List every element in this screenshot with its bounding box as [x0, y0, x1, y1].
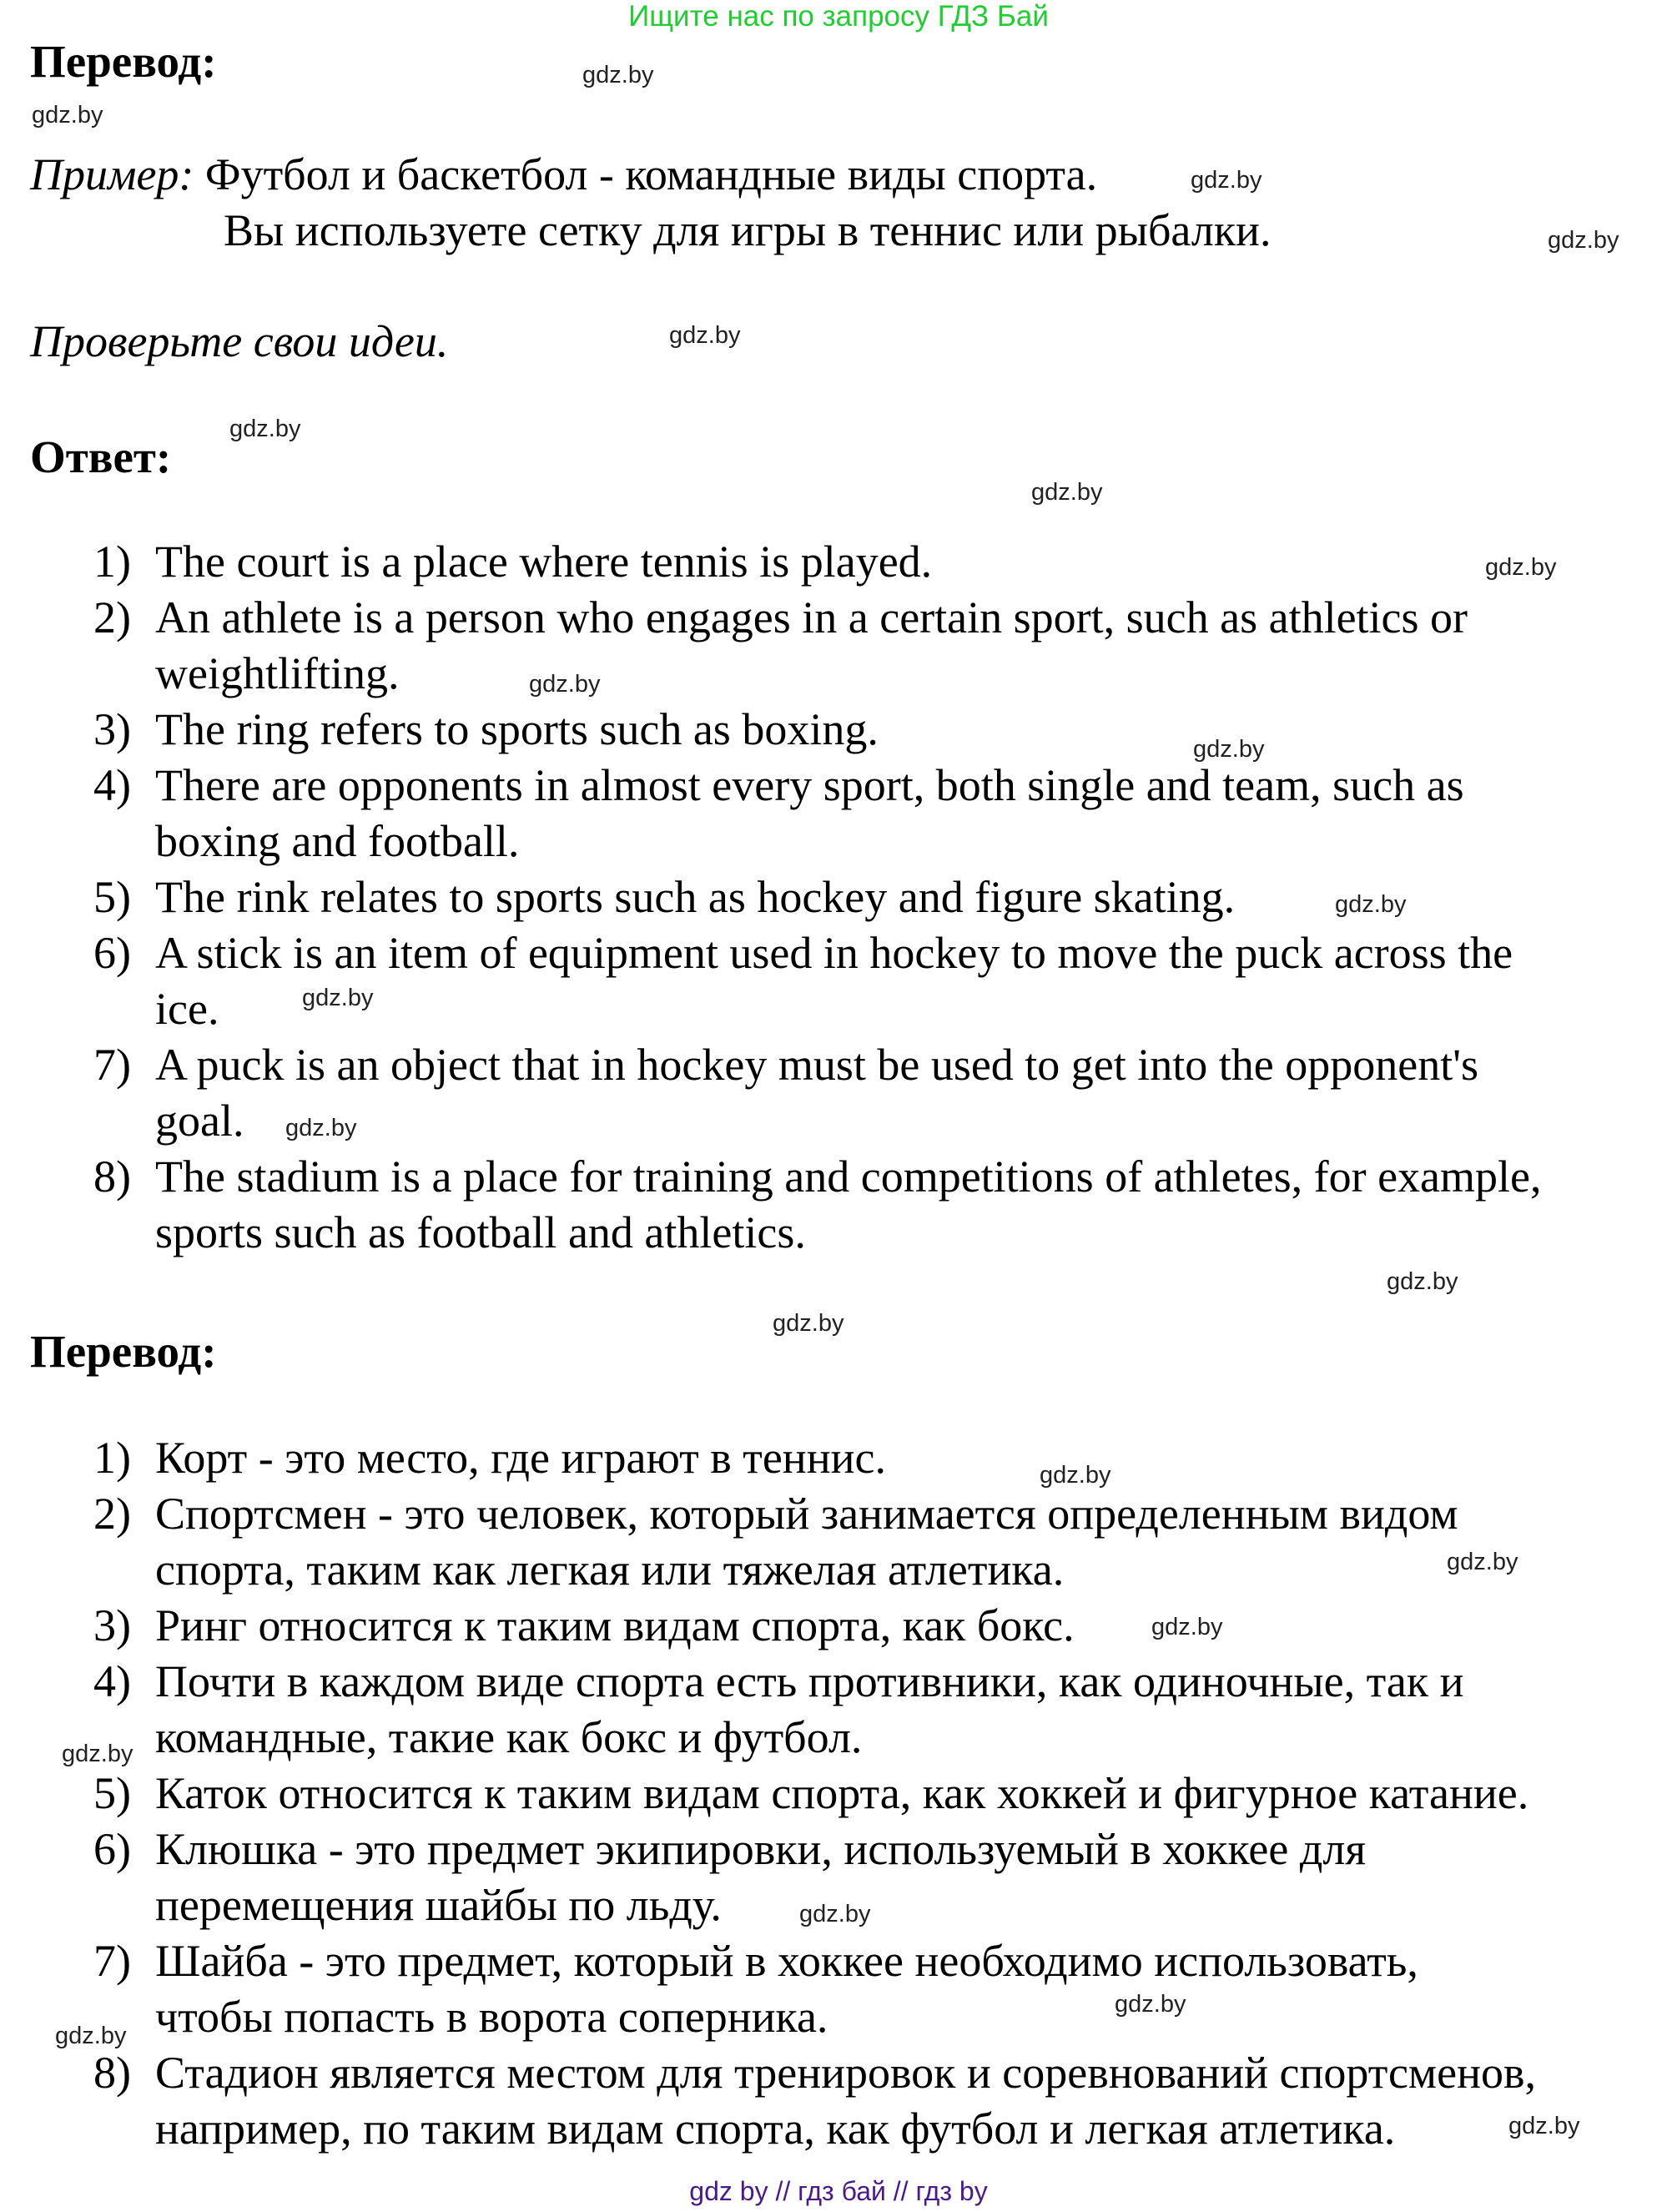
list-item-text: Клюшка - это предмет экипировки, используемый в хоккее для — [155, 1824, 1367, 1874]
list-item-text: boxing and football. — [155, 816, 520, 866]
list-item-line — [93, 1544, 1064, 1595]
list-number: 1) — [93, 537, 131, 587]
watermark: gdz.by — [1387, 1268, 1458, 1295]
list-item-text: Почти в каждом виде спорта есть противники, как одиночные, так и — [155, 1656, 1464, 1706]
list-item-text: Стадион является местом для тренировок и соревнований спортсменов, — [155, 2048, 1536, 2098]
watermark: gdz.by — [229, 416, 301, 442]
list-item-line — [93, 1935, 1418, 1987]
watermark: gdz.by — [773, 1310, 844, 1337]
list-item-text: Ринг относится к таким видам спорта, как бокс. — [155, 1600, 1075, 1650]
list-number: 4) — [93, 760, 131, 810]
example-line-2: Вы используете сетку для игры в теннис или рыбалки. — [224, 205, 1272, 255]
list-number: 4) — [93, 1656, 131, 1706]
footer-links[interactable]: gdz by // гдз бай // гдз by — [689, 2176, 988, 2206]
list-item-line — [93, 1095, 244, 1146]
translation-heading-top: Перевод: — [30, 36, 217, 87]
translation-heading: Перевод: — [30, 1326, 217, 1377]
watermark: gdz.by — [799, 1901, 871, 1927]
watermark: gdz.by — [32, 102, 103, 128]
list-item-text: weightlifting. — [155, 648, 400, 698]
list-item-text: An athlete is a person who engages in a certain sport, such as athletics or — [155, 592, 1468, 642]
list-item-line — [93, 1991, 828, 2043]
list-item-line — [93, 1879, 722, 1931]
list-number: 6) — [93, 928, 131, 978]
answer-heading: Ответ: — [30, 431, 172, 482]
list-item-text: чтобы попасть в ворота соперника. — [155, 1992, 828, 2042]
list-item-text: The rink relates to sports such as hockey and figure skating. — [155, 872, 1236, 922]
watermark: gdz.by — [62, 1741, 133, 1767]
list-item-text: The stadium is a place for training and competitions of athletes, for example, — [155, 1151, 1542, 1202]
list-number: 7) — [93, 1936, 131, 1986]
list-number: 3) — [93, 1600, 131, 1650]
watermark: gdz.by — [1508, 2113, 1580, 2139]
list-item-line — [93, 703, 879, 755]
list-item-text: спорта, таким как легкая или тяжелая атлетика. — [155, 1544, 1065, 1595]
list-item-text: Спортсмен - это человек, который занимается определенным видом — [155, 1489, 1458, 1539]
list-item-line — [93, 592, 1468, 643]
watermark: gdz.by — [1115, 1991, 1186, 2018]
list-number: 3) — [93, 704, 131, 754]
list-item-text: A puck is an object that in hockey must be used to get into the opponent's — [155, 1040, 1478, 1090]
watermark: gdz.by — [1040, 1462, 1111, 1489]
watermark: gdz.by — [1191, 167, 1262, 194]
list-item-line — [93, 871, 1235, 923]
list-item-line — [93, 759, 1464, 811]
watermark: gdz.by — [1151, 1614, 1223, 1640]
list-item-line — [93, 2103, 1395, 2154]
list-item-line — [93, 1432, 886, 1484]
watermark: gdz.by — [1485, 554, 1557, 581]
watermark: gdz.by — [1031, 479, 1103, 506]
example-text-1: Футбол и баскетбол - командные виды спорта. — [204, 149, 1098, 199]
watermark: gdz.by — [1335, 891, 1407, 918]
search-banner[interactable]: Ищите нас по запросу ГДЗ Бай — [628, 0, 1049, 33]
list-item-line — [93, 927, 1513, 979]
list-item-line — [93, 1711, 862, 1763]
list-item-text: goal. — [155, 1096, 244, 1146]
list-item-line — [93, 1488, 1458, 1539]
watermark: gdz.by — [1447, 1549, 1518, 1575]
list-item-text: ice. — [155, 984, 219, 1034]
list-item-line — [93, 1039, 1478, 1091]
list-item-text: sports such as football and athletics. — [155, 1207, 806, 1257]
list-item-text: The ring refers to sports such as boxing. — [155, 704, 879, 754]
list-number: 7) — [93, 1040, 131, 1090]
list-item-line — [93, 1207, 806, 1258]
list-item-line — [93, 815, 519, 867]
list-item-text: The court is a place where tennis is played. — [155, 537, 933, 587]
list-number: 8) — [93, 1151, 131, 1202]
list-item-line — [93, 983, 219, 1035]
watermark: gdz.by — [1548, 227, 1619, 254]
list-number: 5) — [93, 872, 131, 922]
list-item-text: Каток относится к таким видам спорта, как хоккей и фигурное катание. — [155, 1768, 1529, 1818]
example-line-1 — [30, 149, 1097, 200]
list-number: 1) — [93, 1433, 131, 1483]
watermark: gdz.by — [669, 322, 741, 349]
check-ideas: Проверьте свои идеи. — [30, 316, 449, 366]
list-item-line — [93, 1767, 1528, 1819]
list-item-text: командные, такие как бокс и футбол. — [155, 1712, 863, 1762]
watermark: gdz.by — [55, 2023, 127, 2049]
watermark: gdz.by — [582, 62, 654, 88]
list-number: 8) — [93, 2048, 131, 2098]
list-item-text: A stick is an item of equipment used in hockey to move the puck across the — [155, 928, 1513, 978]
list-number: 2) — [93, 592, 131, 642]
list-item-text: например, по таким видам спорта, как футбол и легкая атлетика. — [155, 2104, 1396, 2154]
list-number: 6) — [93, 1824, 131, 1874]
list-item-line — [93, 536, 932, 587]
list-item-line — [93, 647, 399, 699]
list-item-text: перемещения шайбы по льду. — [155, 1880, 722, 1930]
watermark: gdz.by — [529, 671, 601, 698]
list-number: 2) — [93, 1489, 131, 1539]
list-item-line — [93, 2047, 1536, 2099]
list-item-line — [93, 1151, 1541, 1202]
list-item-line — [93, 1823, 1366, 1875]
list-item-line — [93, 1600, 1075, 1651]
watermark: gdz.by — [302, 985, 374, 1011]
list-item-text: There are opponents in almost every sport, both single and team, such as — [155, 760, 1464, 810]
watermark: gdz.by — [285, 1115, 357, 1141]
list-number: 5) — [93, 1768, 131, 1818]
list-item-line — [93, 1655, 1464, 1707]
watermark: gdz.by — [1193, 736, 1265, 763]
example-label: Пример: — [30, 149, 194, 199]
list-item-text: Шайба - это предмет, который в хоккее необходимо использовать, — [155, 1936, 1418, 1986]
list-item-text: Корт - это место, где играют в теннис. — [155, 1433, 886, 1483]
